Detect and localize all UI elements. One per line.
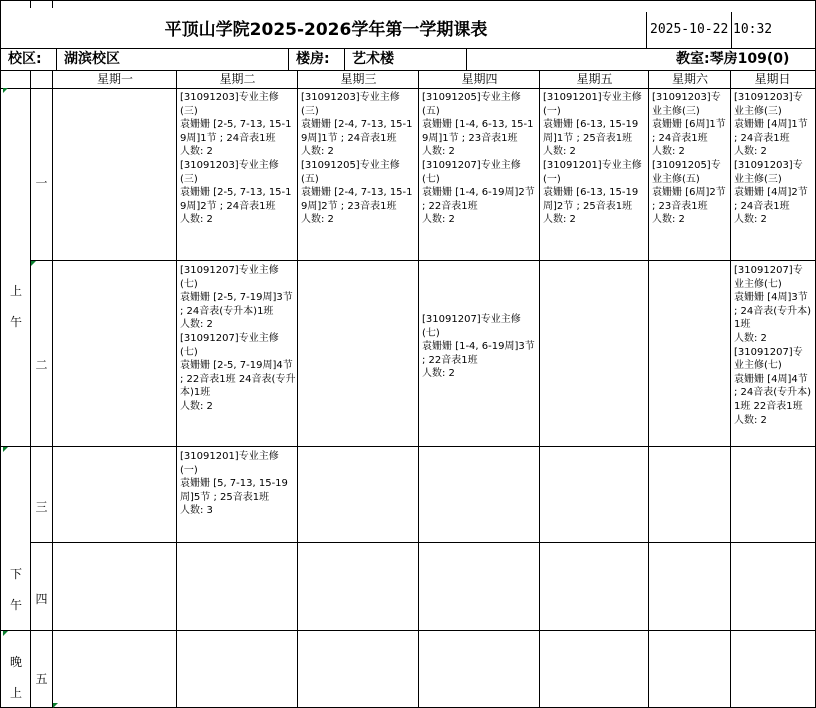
cell-p4-thu[interactable] xyxy=(419,543,540,630)
grid-line xyxy=(0,0,1,708)
cell-p5-sat[interactable] xyxy=(649,631,731,707)
grid-line xyxy=(288,48,289,70)
cell-p1-thu[interactable]: [31091205]专业主修(五) 袁姗姗 [1-4, 6-13, 15-19周]1节 ; 23音表1班 人数: 2 [31091207]专业主修(七) 袁姗姗 [1-4, 6-19周]2节 ; 22音表1班 人数: 2 xyxy=(422,92,535,226)
grid-line xyxy=(648,70,649,708)
cell-p5-thu[interactable] xyxy=(419,631,540,707)
cell-marker-icon xyxy=(3,631,8,636)
grid-line xyxy=(646,12,647,48)
grid-line xyxy=(466,48,467,70)
cell-p5-sun[interactable] xyxy=(731,631,814,707)
cell-p4-wed[interactable] xyxy=(298,543,419,630)
grid-line xyxy=(30,542,816,543)
grid-line xyxy=(0,88,816,89)
cell-p2-fri[interactable] xyxy=(540,261,649,446)
grid-line xyxy=(30,0,31,8)
cell-p2-sun[interactable]: [31091207]专业主修(七) 袁姗姗 [4周]3节 ; 24音表(专升本)1班 人数: 2 [31091207]专业主修(七) 袁姗姗 [4周]4节 ; 24音表(专升本)1班 22音表1班 人数: 2 xyxy=(734,265,812,426)
cell-marker-icon xyxy=(31,261,36,266)
cell-p2-wed[interactable] xyxy=(298,261,419,446)
grid-line xyxy=(30,70,31,708)
cell-p3-fri[interactable] xyxy=(540,447,649,542)
half-label-morning: 上 午 xyxy=(9,284,22,329)
cell-p4-sat[interactable] xyxy=(649,543,731,630)
cell-p1-fri[interactable]: [31091201]专业主修(一) 袁姗姗 [6-13, 15-19周]1节 ; 25音表1班 人数: 2 [31091201]专业主修(一) 袁姗姗 [6-13, 15-19周]2节 ; 25音表1班 人数: 2 xyxy=(543,92,642,226)
room-label: 教室:琴房109(0) xyxy=(676,51,790,67)
cell-p4-tue[interactable] xyxy=(177,543,298,630)
day-header-mon: 星期一 xyxy=(96,72,133,86)
grid-line xyxy=(52,70,53,708)
cell-p3-wed[interactable] xyxy=(298,447,419,542)
cell-p1-mon[interactable] xyxy=(53,88,177,260)
cell-p2-thu[interactable]: [31091207]专业主修(七) 袁姗姗 [1-4, 6-19周]3节 ; 22音表1班 人数: 2 xyxy=(422,314,535,380)
grid-line xyxy=(0,630,816,631)
period-3-label: 三 xyxy=(35,500,48,514)
cell-p3-thu[interactable] xyxy=(419,447,540,542)
day-header-sun: 星期日 xyxy=(754,72,791,86)
grid-line xyxy=(0,48,816,49)
print-time: 10:32 xyxy=(733,22,773,37)
print-date: 2025-10-22 xyxy=(650,22,729,37)
day-header-wed: 星期三 xyxy=(340,72,377,86)
period-2-label: 二 xyxy=(35,358,48,372)
period-1-label: 一 xyxy=(35,176,48,190)
day-header-fri: 星期五 xyxy=(576,72,613,86)
grid-line xyxy=(56,48,57,70)
cell-marker-icon xyxy=(53,703,58,708)
cell-p1-sun[interactable]: [31091203]专业主修(三) 袁姗姗 [4周]1节 ; 24音表1班 人数: 2 [31091203]专业主修(三) 袁姗姗 [4周]2节 ; 24音表1班 人数: 2 xyxy=(734,92,808,226)
cell-p3-sat[interactable] xyxy=(649,447,731,542)
day-header-thu: 星期四 xyxy=(461,72,498,86)
day-header-sat: 星期六 xyxy=(671,72,708,86)
cell-marker-icon xyxy=(3,447,8,452)
period-4-label: 四 xyxy=(35,592,48,606)
cell-p1-sat[interactable]: [31091203]专业主修(三) 袁姗姗 [6周]1节 ; 24音表1班 人数: 2 [31091205]专业主修(五) 袁姗姗 [6周]2节 ; 23音表1班 人数: 2 xyxy=(652,92,726,226)
grid-line xyxy=(418,70,419,708)
grid-line xyxy=(344,48,345,70)
cell-p2-tue[interactable]: [31091207]专业主修(七) 袁姗姗 [2-5, 7-19周]3节 ; 24音表(专升本)1班 人数: 2 [31091207]专业主修(七) 袁姗姗 [2-5, 7-19周]4节 ; 22音表1班 24音表(专升本)1班 人数: 2 xyxy=(180,265,296,412)
cell-p5-tue[interactable] xyxy=(177,631,298,707)
cell-p3-mon[interactable] xyxy=(53,447,177,542)
building-value: 艺术楼 xyxy=(352,51,394,67)
grid-line xyxy=(539,70,540,708)
cell-p4-fri[interactable] xyxy=(540,543,649,630)
grid-line xyxy=(731,12,732,48)
cell-p5-mon[interactable] xyxy=(53,631,177,707)
cell-p1-tue[interactable]: [31091203]专业主修(三) 袁姗姗 [2-5, 7-13, 15-19周]1节 ; 24音表1班 人数: 2 [31091203]专业主修(三) 袁姗姗 [2-5, 7-13, 15-19周]2节 ; 24音表1班 人数: 2 xyxy=(180,92,292,226)
building-label: 楼房: xyxy=(296,51,330,67)
half-label-evening: 晚 上 xyxy=(9,655,22,700)
grid-line xyxy=(176,70,177,708)
grid-line xyxy=(730,70,731,708)
campus-value: 湖滨校区 xyxy=(64,51,120,67)
grid-line xyxy=(0,446,816,447)
campus-label: 校区: xyxy=(8,51,42,67)
cell-marker-icon xyxy=(3,88,8,93)
cell-p2-mon[interactable] xyxy=(53,261,177,446)
cell-p4-mon[interactable] xyxy=(53,543,177,630)
period-5-label: 五 xyxy=(35,672,48,686)
half-label-afternoon: 下 午 xyxy=(9,567,22,612)
cell-p4-sun[interactable] xyxy=(731,543,814,630)
cell-p3-tue[interactable]: [31091201]专业主修(一) 袁姗姗 [5, 7-13, 15-19周]5节 ; 25音表1班 人数: 3 xyxy=(180,451,288,517)
cell-p5-wed[interactable] xyxy=(298,631,419,707)
cell-p5-fri[interactable] xyxy=(540,631,649,707)
cell-p3-sun[interactable] xyxy=(731,447,814,542)
cell-p1-wed[interactable]: [31091203]专业主修(三) 袁姗姗 [2-4, 7-13, 15-19周]1节 ; 24音表1班 人数: 2 [31091205]专业主修(五) 袁姗姗 [2-4, 7-13, 15-19周]2节 ; 23音表1班 人数: 2 xyxy=(301,92,413,226)
cell-p2-sat[interactable] xyxy=(649,261,731,446)
grid-line xyxy=(30,260,816,261)
grid-line xyxy=(52,0,53,8)
grid-line xyxy=(0,70,816,71)
grid-line xyxy=(0,0,816,1)
grid-line xyxy=(297,70,298,708)
day-header-tue: 星期二 xyxy=(219,72,256,86)
page-title: 平顶山学院2025-2026学年第一学期课表 xyxy=(164,20,488,40)
